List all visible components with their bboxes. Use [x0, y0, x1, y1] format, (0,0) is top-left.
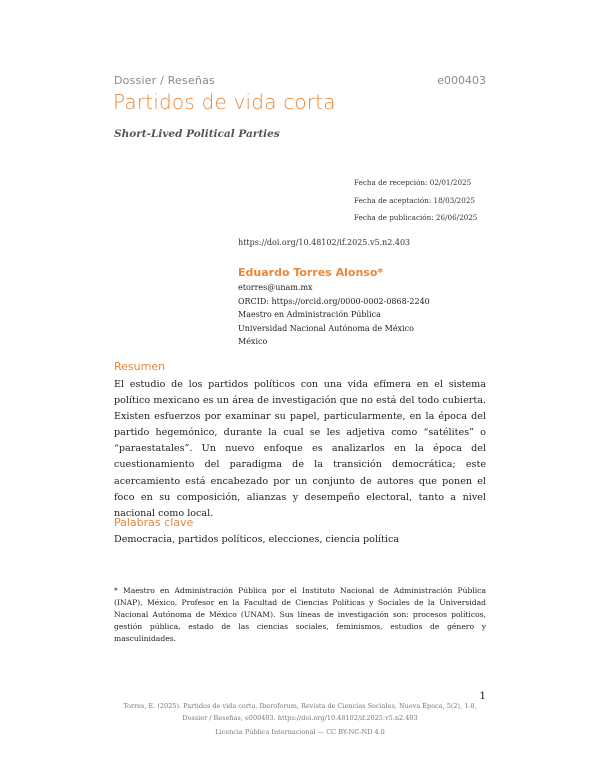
citation-line-2: Dossier / Reseñas, e000403. https://doi.org/10.48102/if.2025.v5.n2.403 [182, 713, 418, 722]
received-date: Fecha de recepción: 02/01/2025 [354, 178, 472, 187]
author-footnote: * Maestro en Administración Pública por el Instituto Nacional de Administración Pública (INAP), México. Profesor en la Facultad de Ciencias Políticas y Sociales de la Universidad Nacional Autónoma de México (UNAM). Sus líneas de investigación son: procesos políticos, gestión pública, estado de las ciencias sociales, feminismos, estudios de género y masculinidades. [114, 586, 486, 644]
citation [110, 701, 490, 724]
keywords-heading: Palabras clave [114, 516, 194, 529]
license-text: Licencia Pública Internacional — CC BY-NC-ND 4.0 [215, 728, 385, 736]
article-title: Partidos de vida corta [113, 90, 336, 114]
citation-line-1: Torres, E. (2025). Partidos de vida corta. Iberoforum, Revista de Ciencias Sociales, Nueva Época, 5(2), 1-8, [123, 702, 477, 710]
article-subtitle: Short-Lived Political Parties [114, 128, 280, 140]
published-date: Fecha de publicación: 26/06/2025 [354, 213, 478, 222]
document-id: e000403 [437, 74, 486, 87]
author-orcid[interactable]: ORCID: https://orcid.org/0000-0002-0868-2240 [238, 296, 430, 306]
author-name: Eduardo Torres Alonso* [238, 266, 384, 279]
section-label: Dossier / Reseñas [114, 74, 215, 87]
author-degree: Maestro en Administración Pública [238, 310, 381, 319]
author-email[interactable]: etorres@unam.mx [238, 283, 313, 292]
author-country: México [238, 337, 268, 346]
publication-dates [354, 174, 477, 227]
abstract-heading: Resumen [114, 360, 166, 373]
doi-link[interactable]: https://doi.org/10.48102/if.2025.v5.n2.403 [238, 238, 411, 247]
page-number: 1 [479, 690, 486, 702]
author-university: Universidad Nacional Autónoma de México [238, 323, 414, 333]
author-info [238, 281, 430, 349]
accepted-date: Fecha de aceptación: 18/03/2025 [354, 195, 475, 205]
keywords-text: Democracia, partidos políticos, elecciones, ciencia política [114, 534, 400, 545]
abstract-text: El estudio de los partidos políticos con una vida efímera en el sistema político mexicano es un área de investigación que no está del todo cubierta. Existen esfuerzos por examinar su papel, particularmente, en la época del partido hegemónico, durante la cual se les adjetiva como “satélites” o “paraestatales”. Un nuevo enfoque es analizarlos en la época del cuestionamiento del paradigma de la transición democrática; este acercamiento está encabezado por un conjunto de autores que ponen el foco en su composición, alianzas y desempeño electoral, tanto a nivel nacional como local. [114, 379, 486, 519]
